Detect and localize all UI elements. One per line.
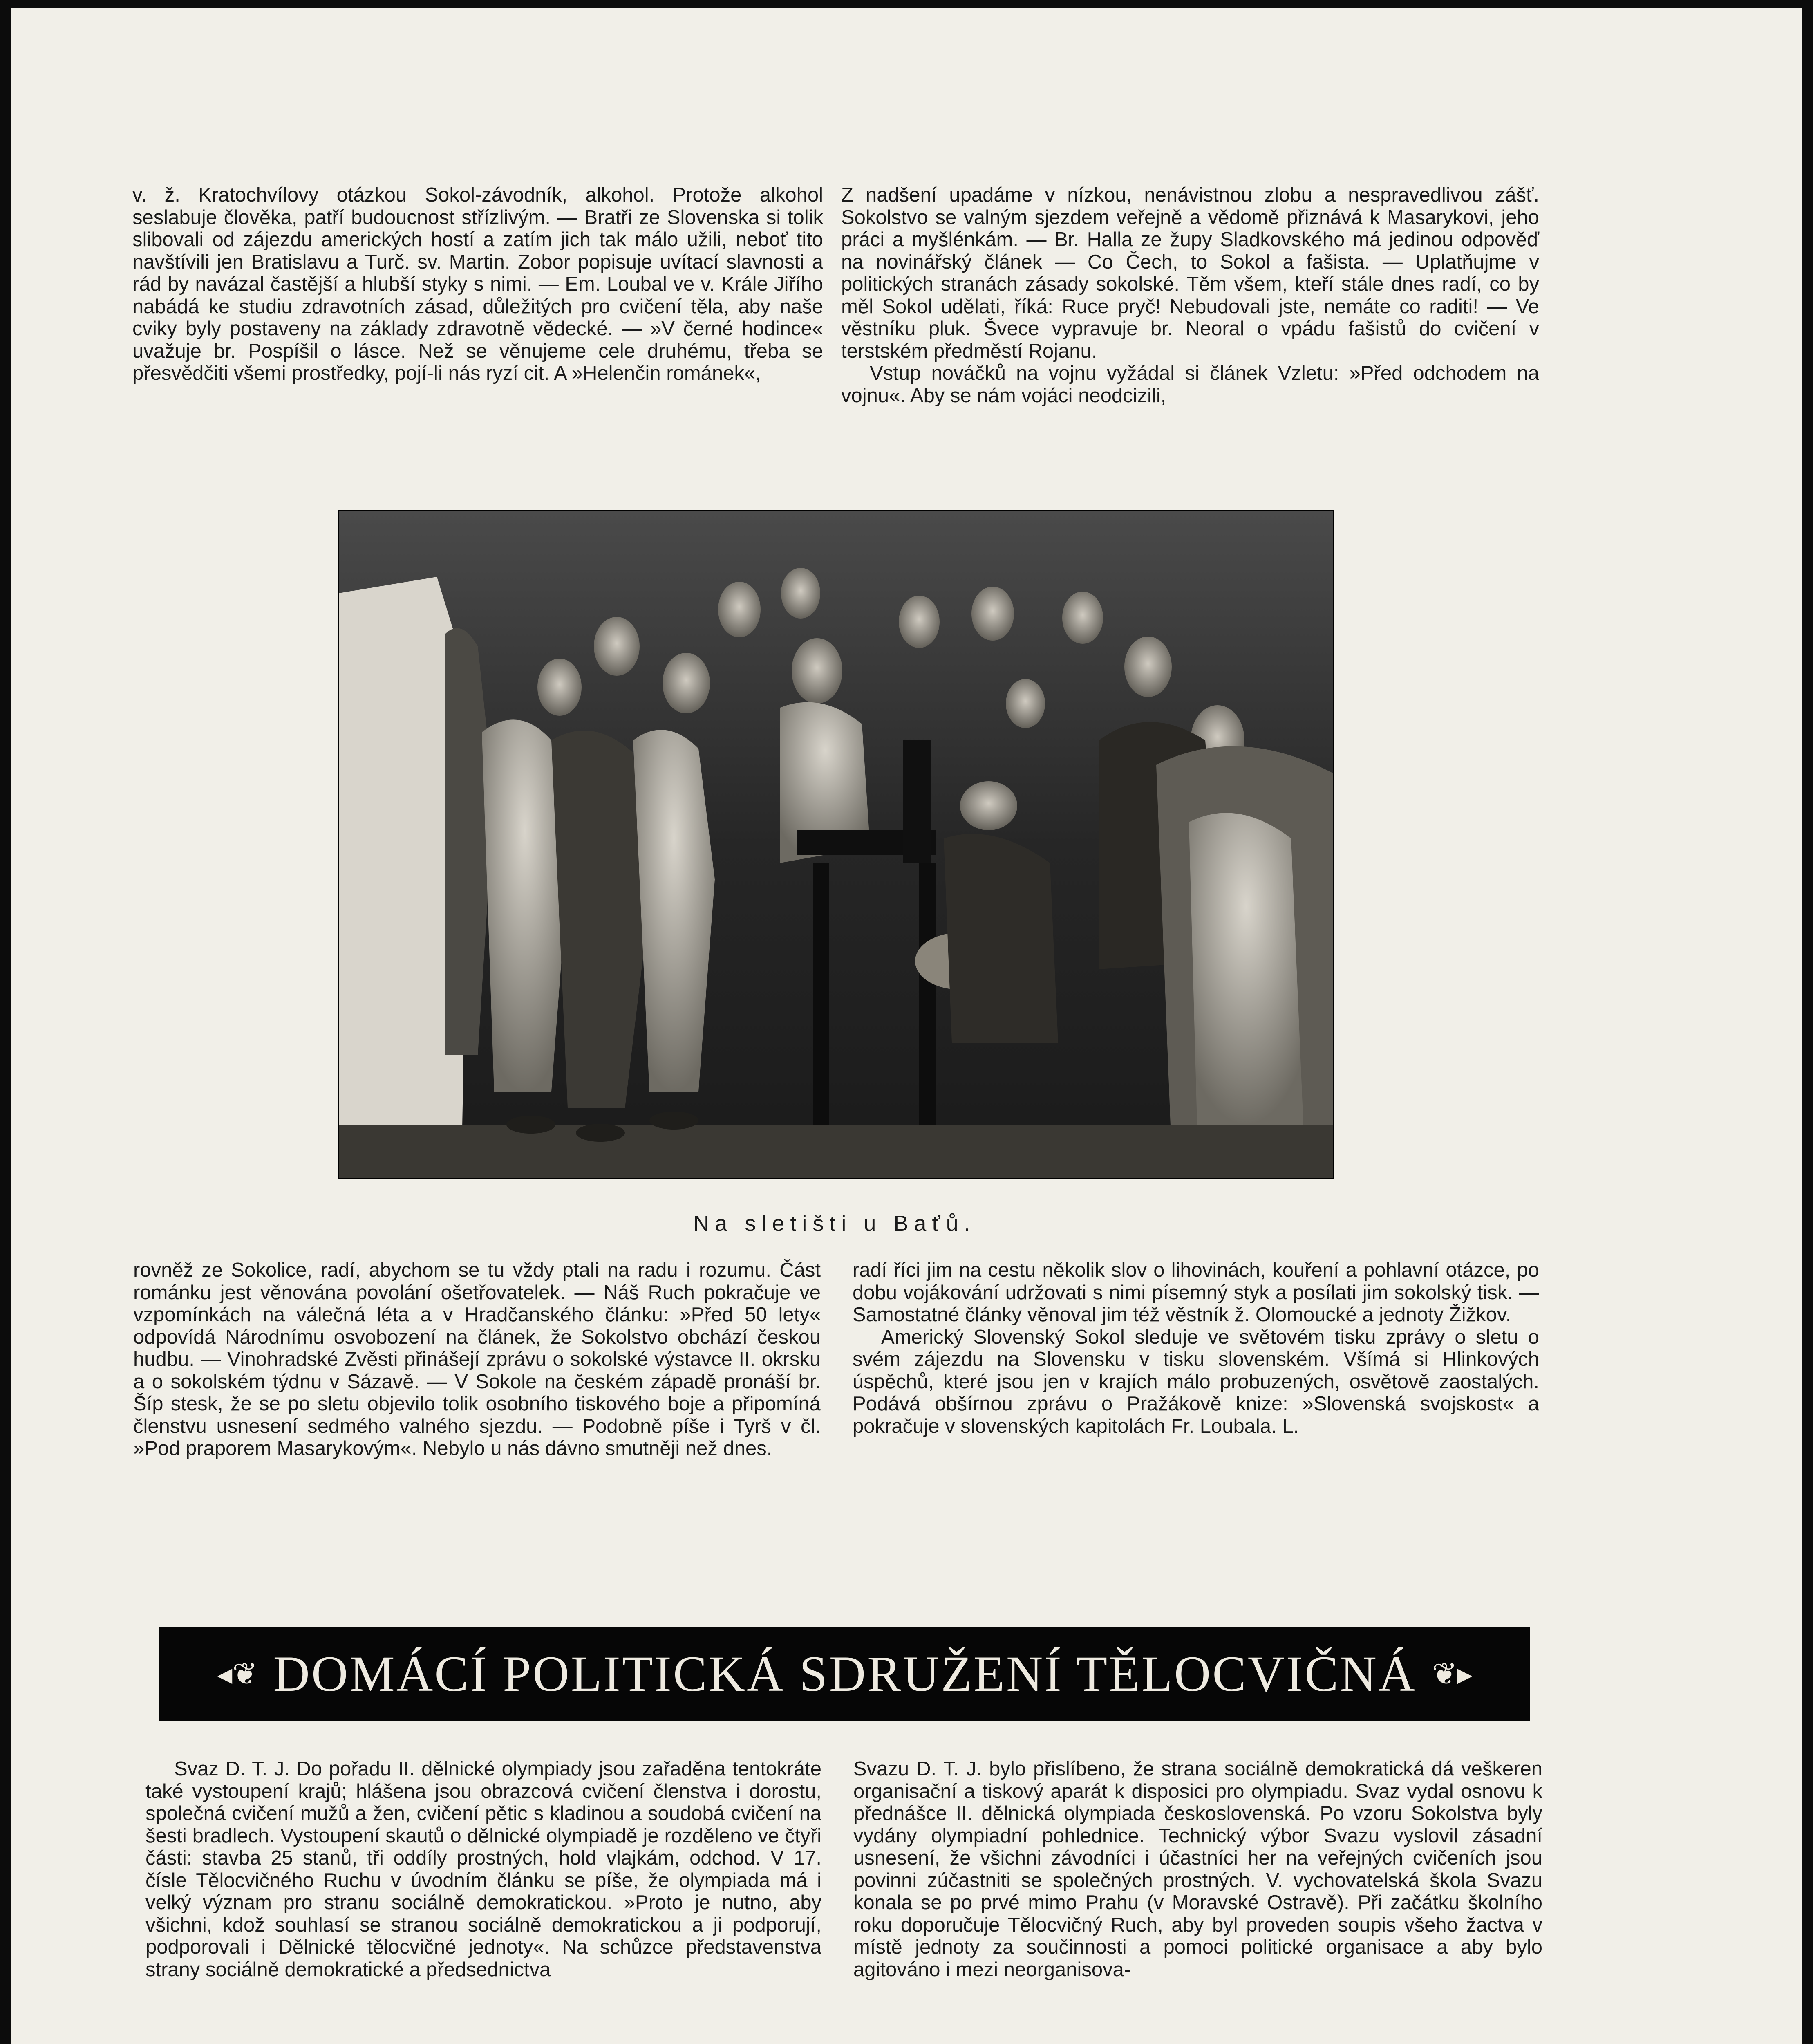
paragraph: Svazu D. T. J. bylo přislíbeno, že strana sociálně demokratická dá veškeren organisační a tiskový aparát k disposici pro olympiadu. Svaz vydal osnovu k přednášce II. dělnická olympiada československá. Po vzoru Sokolstva byly vydány olympiadní pohlednice. Technický výbor Svazu vyslovil zásadní usnesení, že všichni závodníci i účastníci her na veřejných cvičeních jsou povinni zúčastniti se společných prostných. V. vychovatelská škola Svazu konala se po prvé mimo Prahu (v Moravské Ostravě). Při začátku školního roku doporučuje Tělocvičný Ruch, aby byl proveden soupis všeho žactva v místě jednoty za součinnosti a pomoci politické organisace a aby bylo agitováno i mezi neorganisova- xyxy=(853,1758,1542,1981)
bottom-left-column xyxy=(145,1758,821,1981)
top-right-column xyxy=(841,184,1539,407)
photo-caption: Na sletišti u Baťů. xyxy=(693,1211,976,1236)
paragraph: Z nadšení upadáme v nízkou, nenávistnou zlobu a nespravedlivou zášť. Sokolstvo se valným sjezdem veřejně a vědomě přiznává k Masarykovi, jeho práci a myšlénkám. — Br. Halla ze župy Sladkovského má jedinou odpověď na novinářský článek — Co Čech, to Sokol a fašista. — Uplatňujme v politických stranách zásady sokolské. Těm všem, kteří stále dnes radí, co by měl Sokol udělati, říká: Ruce pryč! Nebudovali jste, nemáte co raditi! — Ve věstníku pluk. Švece vypravuje br. Neoral o vpádu fašistů do cvičení v terstském předměstí Rojanu. xyxy=(841,184,1539,362)
paragraph: radí říci jim na cestu několik slov o lihovinách, kouření a pohlavní otázce, po dobu vojákování udržovati s nimi písemný styk a posílati jim sokolský tisk. — Samostatné články věnoval jim též věstník ž. Olomoucké a jednoty Žižkov. xyxy=(853,1259,1539,1326)
mid-left-column xyxy=(133,1259,821,1460)
bottom-right-column xyxy=(853,1758,1542,1981)
paragraph: Svaz D. T. J. Do pořadu II. dělnické olympiady jsou zařaděna tentokráte také vystoupení krajů; hlášena jsou obrazcová cvičení členstva i dorostu, společná cvičení mužů a žen, cvičení pětic s kladinou a soudobá cvičení na šesti bradlech. Vystoupení skautů o dělnické olympiadě je rozděleno ve čtyři části: stavba 25 stanů, tři oddíly prostných, hold vlajkám, odchod. V 17. čísle Tělocvičného Ruchu v úvodním článku se píše, že olympiada má i velký význam pro stranu sociálně demokratickou. »Proto je nutno, aby všichni, kdož souhlasí se stranou sociálně demokratickou a ji podporují, podporovali i Dělnické tělocvičné jednoty«. Na schůzce představenstva strany sociálně demokratické a předsednictva xyxy=(145,1758,821,1981)
section-banner xyxy=(159,1627,1530,1721)
right-ornament-icon: ❦▸ xyxy=(1432,1656,1473,1692)
top-left-column xyxy=(132,184,823,385)
left-ornament-icon: ◂❦ xyxy=(217,1656,258,1692)
crowd-photograph xyxy=(338,510,1334,1179)
paragraph: Americký Slovenský Sokol sleduje ve světovém tisku zprávy o sletu o svém zájezdu na Slovensku v tisku slovenském. Všímá si Hlinkových úspěchů, které jsou jen v krajích málo probuzených, osvětově zaostalých. Podává obšírnou zprávu o Pražákově knize: »Slovenská svojskost« a pokračuje v slovenských kapitolách Fr. Loubala. L. xyxy=(853,1326,1539,1437)
mid-right-column xyxy=(853,1259,1539,1437)
paragraph: v. ž. Kratochvílovy otázkou Sokol-závodník, alkohol. Protože alkohol seslabuje člověka, patří budoucnost střízlivým. — Bratři ze Slovenska si tolik slibovali od zájezdu amerických hostí a zatím jich tak málo užili, neboť tito navštívili jen Bratislavu a Turč. sv. Martin. Zobor popisuje uvítací slavnosti a rád by navázal častější a hlubší styky s nimi. — Em. Loubal ve v. Krále Jiřího nabádá ke studiu zdravotních zásad, důležitých pro cvičení těla, aby naše cviky byly postaveny na základy zdravotně vědecké. — »V černé hodince« uvažuje br. Pospíšil o lásce. Než se věnujeme cele druhému, třeba se přesvědčiti všemi prostředky, pojí-li nás ryzí cit. A »Helenčin románek«, xyxy=(132,184,823,384)
section-title: DOMÁCÍ POLITICKÁ SDRUŽENÍ TĚLOCVIČNÁ xyxy=(273,1646,1417,1702)
paragraph: rovněž ze Sokolice, radí, abychom se tu vždy ptali na radu i rozumu. Část románku jest věnována povolání ošetřovatelek. — Náš Ruch pokračuje ve vzpomínkách na válečná léta a v Hradčanského článku: »Před 50 lety« odpovídá Národnímu osvobození na článek, že Sokolstvo obchází českou hudbu. — Vinohradské Zvěsti přinášejí zprávu o sokolské výstavce II. okrsku a o sokolském týdnu v Sázavě. — V Sokole na českém západě pronáší br. Šíp stesk, že se po sletu objevilo tolik osobního tiskového boje a připomíná členstvu usnesení sedmého valného sjezdu. — Podobně píše i Tyrš v čl. »Pod praporem Masarykovým«. Nebylo u nás dávno smutněji než dnes. xyxy=(133,1259,821,1459)
paragraph: Vstup nováčků na vojnu vyžádal si článek Vzletu: »Před odchodem na vojnu«. Aby se nám vojáci neodcizili, xyxy=(841,362,1539,407)
journal-page xyxy=(11,8,1802,2044)
